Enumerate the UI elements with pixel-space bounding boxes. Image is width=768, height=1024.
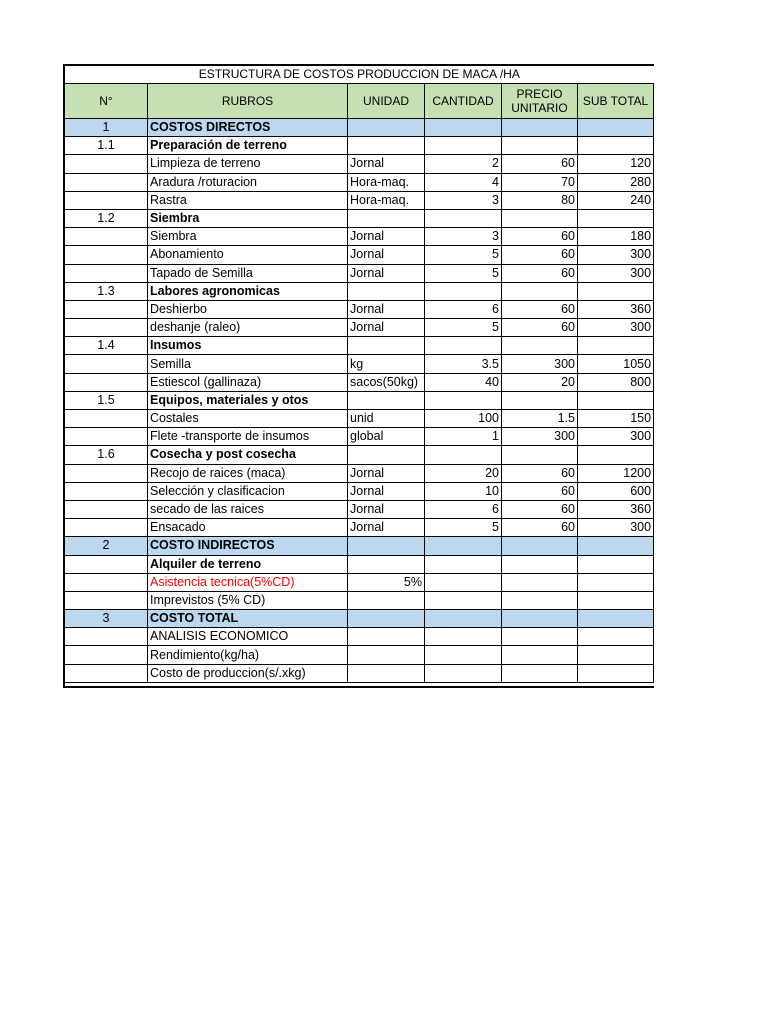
- cell-cantidad[interactable]: 3.5: [425, 355, 502, 373]
- cell-number[interactable]: 1.2: [65, 209, 148, 227]
- cell-unidad[interactable]: Jornal: [348, 228, 425, 246]
- cell-number[interactable]: [65, 664, 148, 682]
- cell-sub-total[interactable]: 280: [578, 173, 654, 191]
- cell-rubro[interactable]: secado de las raices: [148, 500, 348, 518]
- cell-number[interactable]: [65, 464, 148, 482]
- cell-rubro[interactable]: Asistencia tecnica(5%CD): [148, 573, 348, 591]
- cell-unidad[interactable]: [348, 391, 425, 409]
- cell-unidad[interactable]: Jornal: [348, 482, 425, 500]
- subsection-row: [65, 137, 654, 155]
- section-row: [65, 610, 654, 628]
- cell-cantidad[interactable]: 5: [425, 519, 502, 537]
- cell-precio-unitario[interactable]: [502, 391, 578, 409]
- subsection-row: [65, 337, 654, 355]
- cell-rubro[interactable]: COSTO INDIRECTOS: [148, 537, 348, 555]
- cell-precio-unitario[interactable]: [502, 591, 578, 609]
- cell-sub-total[interactable]: 300: [578, 428, 654, 446]
- cell-cantidad[interactable]: 2: [425, 155, 502, 173]
- cell-precio-unitario[interactable]: 60: [502, 264, 578, 282]
- cell-unidad[interactable]: Jornal: [348, 464, 425, 482]
- cell-rubro[interactable]: Costales: [148, 410, 348, 428]
- cost-structure-table: [64, 65, 654, 683]
- cell-rubro[interactable]: Equipos, materiales y otos: [148, 391, 348, 409]
- table-row: [65, 246, 654, 264]
- cell-cantidad[interactable]: [425, 555, 502, 573]
- cell-sub-total[interactable]: 1050: [578, 355, 654, 373]
- cell-number[interactable]: [65, 555, 148, 573]
- table-row: [65, 482, 654, 500]
- cell-precio-unitario[interactable]: 80: [502, 191, 578, 209]
- cell-unidad[interactable]: kg: [348, 355, 425, 373]
- cell-number[interactable]: 1.5: [65, 391, 148, 409]
- cell-sub-total[interactable]: 150: [578, 410, 654, 428]
- cell-precio-unitario[interactable]: [502, 628, 578, 646]
- cell-precio-unitario[interactable]: [502, 610, 578, 628]
- cell-sub-total[interactable]: 180: [578, 228, 654, 246]
- cell-number[interactable]: [65, 355, 148, 373]
- table-row: [65, 410, 654, 428]
- cell-precio-unitario[interactable]: 300: [502, 355, 578, 373]
- cell-precio-unitario[interactable]: 1.5: [502, 410, 578, 428]
- cell-cantidad[interactable]: [425, 646, 502, 664]
- cell-number[interactable]: [65, 500, 148, 518]
- cell-cantidad[interactable]: [425, 610, 502, 628]
- cell-number[interactable]: [65, 155, 148, 173]
- cell-sub-total[interactable]: 300: [578, 264, 654, 282]
- cell-number[interactable]: 3: [65, 610, 148, 628]
- table-row: [65, 500, 654, 518]
- cell-number[interactable]: [65, 319, 148, 337]
- cell-sub-total[interactable]: 800: [578, 373, 654, 391]
- cell-rubro[interactable]: Costo de produccion(s/.xkg): [148, 664, 348, 682]
- table-row: [65, 573, 654, 591]
- cell-sub-total[interactable]: [578, 391, 654, 409]
- header-cell-sub-total[interactable]: SUB TOTAL: [578, 84, 654, 119]
- cell-cantidad[interactable]: 3: [425, 228, 502, 246]
- cell-number[interactable]: [65, 228, 148, 246]
- cell-precio-unitario[interactable]: [502, 646, 578, 664]
- table-row: [65, 155, 654, 173]
- cell-number[interactable]: 1.4: [65, 337, 148, 355]
- cell-precio-unitario[interactable]: 60: [502, 246, 578, 264]
- cell-cantidad[interactable]: 1: [425, 428, 502, 446]
- cell-sub-total[interactable]: 300: [578, 319, 654, 337]
- cell-cantidad[interactable]: 6: [425, 500, 502, 518]
- cell-cantidad[interactable]: 40: [425, 373, 502, 391]
- cell-sub-total[interactable]: [578, 555, 654, 573]
- cell-unidad[interactable]: [348, 446, 425, 464]
- cell-number[interactable]: 1.1: [65, 137, 148, 155]
- cell-precio-unitario[interactable]: [502, 119, 578, 137]
- cell-rubro[interactable]: deshanje (raleo): [148, 319, 348, 337]
- cell-rubro[interactable]: Aradura /roturacion: [148, 173, 348, 191]
- cell-sub-total[interactable]: 300: [578, 246, 654, 264]
- cell-precio-unitario[interactable]: [502, 555, 578, 573]
- cell-sub-total[interactable]: [578, 591, 654, 609]
- header-row: [65, 84, 654, 119]
- cell-number[interactable]: 1.6: [65, 446, 148, 464]
- subsection-row: [65, 209, 654, 227]
- table-row: [65, 428, 654, 446]
- cell-number[interactable]: [65, 373, 148, 391]
- cell-unidad[interactable]: global: [348, 428, 425, 446]
- cell-sub-total[interactable]: [578, 119, 654, 137]
- title-row: [65, 66, 654, 84]
- cell-sub-total[interactable]: 360: [578, 300, 654, 318]
- subsection-row: [65, 446, 654, 464]
- cell-unidad[interactable]: Hora-maq.: [348, 173, 425, 191]
- cell-cantidad[interactable]: [425, 573, 502, 591]
- cell-rubro[interactable]: Labores agronomicas: [148, 282, 348, 300]
- cell-number[interactable]: [65, 428, 148, 446]
- table-row: [65, 464, 654, 482]
- cell-cantidad[interactable]: [425, 591, 502, 609]
- cell-rubro[interactable]: Deshierbo: [148, 300, 348, 318]
- header-cell-unidad[interactable]: UNIDAD: [348, 84, 425, 119]
- cell-cantidad[interactable]: [425, 537, 502, 555]
- cell-sub-total[interactable]: [578, 337, 654, 355]
- cell-rubro[interactable]: Siembra: [148, 228, 348, 246]
- cell-precio-unitario[interactable]: [502, 337, 578, 355]
- cell-number[interactable]: [65, 646, 148, 664]
- cell-rubro[interactable]: Abonamiento: [148, 246, 348, 264]
- cell-precio-unitario[interactable]: 300: [502, 428, 578, 446]
- cell-sub-total[interactable]: 240: [578, 191, 654, 209]
- cell-cantidad[interactable]: 6: [425, 300, 502, 318]
- cell-rubro[interactable]: Cosecha y post cosecha: [148, 446, 348, 464]
- subsection-row: [65, 282, 654, 300]
- cell-rubro[interactable]: Limpieza de terreno: [148, 155, 348, 173]
- cell-number[interactable]: 1: [65, 119, 148, 137]
- cell-cantidad[interactable]: [425, 628, 502, 646]
- subsection-row: [65, 391, 654, 409]
- cell-precio-unitario[interactable]: 20: [502, 373, 578, 391]
- table-row: [65, 355, 654, 373]
- table-row: [65, 300, 654, 318]
- cell-cantidad[interactable]: 5: [425, 246, 502, 264]
- cell-rubro[interactable]: Preparación de terreno: [148, 137, 348, 155]
- table-body: [65, 66, 654, 683]
- table-row: [65, 191, 654, 209]
- cell-number[interactable]: 1.3: [65, 282, 148, 300]
- cell-number[interactable]: [65, 519, 148, 537]
- cell-precio-unitario[interactable]: 60: [502, 155, 578, 173]
- cell-number[interactable]: [65, 628, 148, 646]
- cell-unidad[interactable]: [348, 610, 425, 628]
- cell-cantidad[interactable]: 3: [425, 191, 502, 209]
- cell-cantidad[interactable]: [425, 391, 502, 409]
- cell-precio-unitario[interactable]: [502, 209, 578, 227]
- cell-sub-total[interactable]: [578, 209, 654, 227]
- table-row: [65, 173, 654, 191]
- cell-unidad[interactable]: Jornal: [348, 155, 425, 173]
- cell-cantidad[interactable]: 20: [425, 464, 502, 482]
- cell-cantidad[interactable]: 100: [425, 410, 502, 428]
- cell-unidad[interactable]: Jornal: [348, 264, 425, 282]
- cell-unidad[interactable]: sacos(50kg): [348, 373, 425, 391]
- section-row: [65, 537, 654, 555]
- cell-sub-total[interactable]: [578, 646, 654, 664]
- cell-rubro[interactable]: Rendimiento(kg/ha): [148, 646, 348, 664]
- cell-unidad[interactable]: [348, 137, 425, 155]
- cell-cantidad[interactable]: [425, 446, 502, 464]
- cell-unidad[interactable]: Jornal: [348, 300, 425, 318]
- cell-rubro[interactable]: Semilla: [148, 355, 348, 373]
- cell-cantidad[interactable]: 4: [425, 173, 502, 191]
- cell-unidad[interactable]: 5%: [348, 573, 425, 591]
- cell-precio-unitario[interactable]: [502, 573, 578, 591]
- cell-unidad[interactable]: Jornal: [348, 246, 425, 264]
- cell-sub-total[interactable]: [578, 446, 654, 464]
- cell-precio-unitario[interactable]: [502, 664, 578, 682]
- cell-sub-total[interactable]: 300: [578, 519, 654, 537]
- cell-unidad[interactable]: Jornal: [348, 319, 425, 337]
- cell-rubro[interactable]: Rastra: [148, 191, 348, 209]
- cell-cantidad[interactable]: [425, 209, 502, 227]
- cell-rubro[interactable]: Estiescol (gallinaza): [148, 373, 348, 391]
- cell-number[interactable]: [65, 264, 148, 282]
- cell-precio-unitario[interactable]: 60: [502, 228, 578, 246]
- cell-unidad[interactable]: [348, 537, 425, 555]
- cell-unidad[interactable]: [348, 282, 425, 300]
- cell-unidad[interactable]: Hora-maq.: [348, 191, 425, 209]
- header-cell-precio-unitario[interactable]: PRECIO UNITARIO: [502, 84, 578, 119]
- cell-precio-unitario[interactable]: 70: [502, 173, 578, 191]
- cell-rubro[interactable]: Tapado de Semilla: [148, 264, 348, 282]
- subsection-row: [65, 555, 654, 573]
- table-row: [65, 628, 654, 646]
- cell-unidad[interactable]: [348, 591, 425, 609]
- cell-unidad[interactable]: [348, 337, 425, 355]
- cell-sub-total[interactable]: [578, 137, 654, 155]
- cell-number[interactable]: 2: [65, 537, 148, 555]
- table-row: [65, 664, 654, 682]
- cell-sub-total[interactable]: [578, 664, 654, 682]
- cell-precio-unitario[interactable]: 60: [502, 519, 578, 537]
- cell-number[interactable]: [65, 573, 148, 591]
- cell-rubro[interactable]: Selección y clasificacion: [148, 482, 348, 500]
- cell-unidad[interactable]: unid: [348, 410, 425, 428]
- cell-number[interactable]: [65, 482, 148, 500]
- cell-precio-unitario[interactable]: [502, 282, 578, 300]
- cell-sub-total[interactable]: [578, 628, 654, 646]
- cell-unidad[interactable]: Jornal: [348, 500, 425, 518]
- cell-precio-unitario[interactable]: 60: [502, 482, 578, 500]
- cell-rubro[interactable]: Alquiler de terreno: [148, 555, 348, 573]
- cell-rubro[interactable]: Imprevistos (5% CD): [148, 591, 348, 609]
- header-cell-cantidad[interactable]: CANTIDAD: [425, 84, 502, 119]
- cell-sub-total[interactable]: 120: [578, 155, 654, 173]
- cell-sub-total[interactable]: [578, 610, 654, 628]
- header-cell-rubros[interactable]: RUBROS: [148, 84, 348, 119]
- cell-number[interactable]: [65, 591, 148, 609]
- cell-sub-total[interactable]: [578, 282, 654, 300]
- cell-unidad[interactable]: Jornal: [348, 519, 425, 537]
- cell-unidad[interactable]: [348, 646, 425, 664]
- cell-rubro[interactable]: COSTOS DIRECTOS: [148, 119, 348, 137]
- cell-precio-unitario[interactable]: 60: [502, 319, 578, 337]
- table-row: [65, 591, 654, 609]
- table-row: [65, 264, 654, 282]
- table-title[interactable]: ESTRUCTURA DE COSTOS PRODUCCION DE MACA /HA: [65, 66, 654, 84]
- cell-cantidad[interactable]: 10: [425, 482, 502, 500]
- cell-number[interactable]: [65, 246, 148, 264]
- cell-rubro[interactable]: Ensacado: [148, 519, 348, 537]
- header-cell-number[interactable]: N°: [65, 84, 148, 119]
- table-row: [65, 519, 654, 537]
- cell-unidad[interactable]: [348, 209, 425, 227]
- cell-cantidad[interactable]: [425, 137, 502, 155]
- cell-rubro[interactable]: ANALISIS ECONOMICO: [148, 628, 348, 646]
- cell-precio-unitario[interactable]: [502, 446, 578, 464]
- cell-rubro[interactable]: COSTO TOTAL: [148, 610, 348, 628]
- cell-sub-total[interactable]: [578, 573, 654, 591]
- cell-unidad[interactable]: [348, 628, 425, 646]
- cell-number[interactable]: [65, 300, 148, 318]
- cell-cantidad[interactable]: [425, 664, 502, 682]
- section-row: [65, 119, 654, 137]
- cell-cantidad[interactable]: 5: [425, 319, 502, 337]
- cell-rubro[interactable]: Recojo de raices (maca): [148, 464, 348, 482]
- table-row: [65, 373, 654, 391]
- cell-cantidad[interactable]: [425, 119, 502, 137]
- cell-cantidad[interactable]: 5: [425, 264, 502, 282]
- cell-unidad[interactable]: [348, 555, 425, 573]
- table-row: [65, 228, 654, 246]
- cell-sub-total[interactable]: [578, 537, 654, 555]
- cell-sub-total[interactable]: 360: [578, 500, 654, 518]
- cell-rubro[interactable]: Flete -transporte de insumos: [148, 428, 348, 446]
- table-row: [65, 646, 654, 664]
- cell-number[interactable]: [65, 410, 148, 428]
- cell-precio-unitario[interactable]: 60: [502, 464, 578, 482]
- cell-precio-unitario[interactable]: [502, 137, 578, 155]
- cell-unidad[interactable]: [348, 119, 425, 137]
- table-row: [65, 319, 654, 337]
- cell-sub-total[interactable]: 600: [578, 482, 654, 500]
- cell-number[interactable]: [65, 173, 148, 191]
- cell-sub-total[interactable]: 1200: [578, 464, 654, 482]
- cell-number[interactable]: [65, 191, 148, 209]
- cell-cantidad[interactable]: [425, 337, 502, 355]
- cell-precio-unitario[interactable]: 60: [502, 300, 578, 318]
- cell-precio-unitario[interactable]: 60: [502, 500, 578, 518]
- cell-unidad[interactable]: [348, 664, 425, 682]
- cell-cantidad[interactable]: [425, 282, 502, 300]
- cell-precio-unitario[interactable]: [502, 537, 578, 555]
- cell-rubro[interactable]: Insumos: [148, 337, 348, 355]
- cell-rubro[interactable]: Siembra: [148, 209, 348, 227]
